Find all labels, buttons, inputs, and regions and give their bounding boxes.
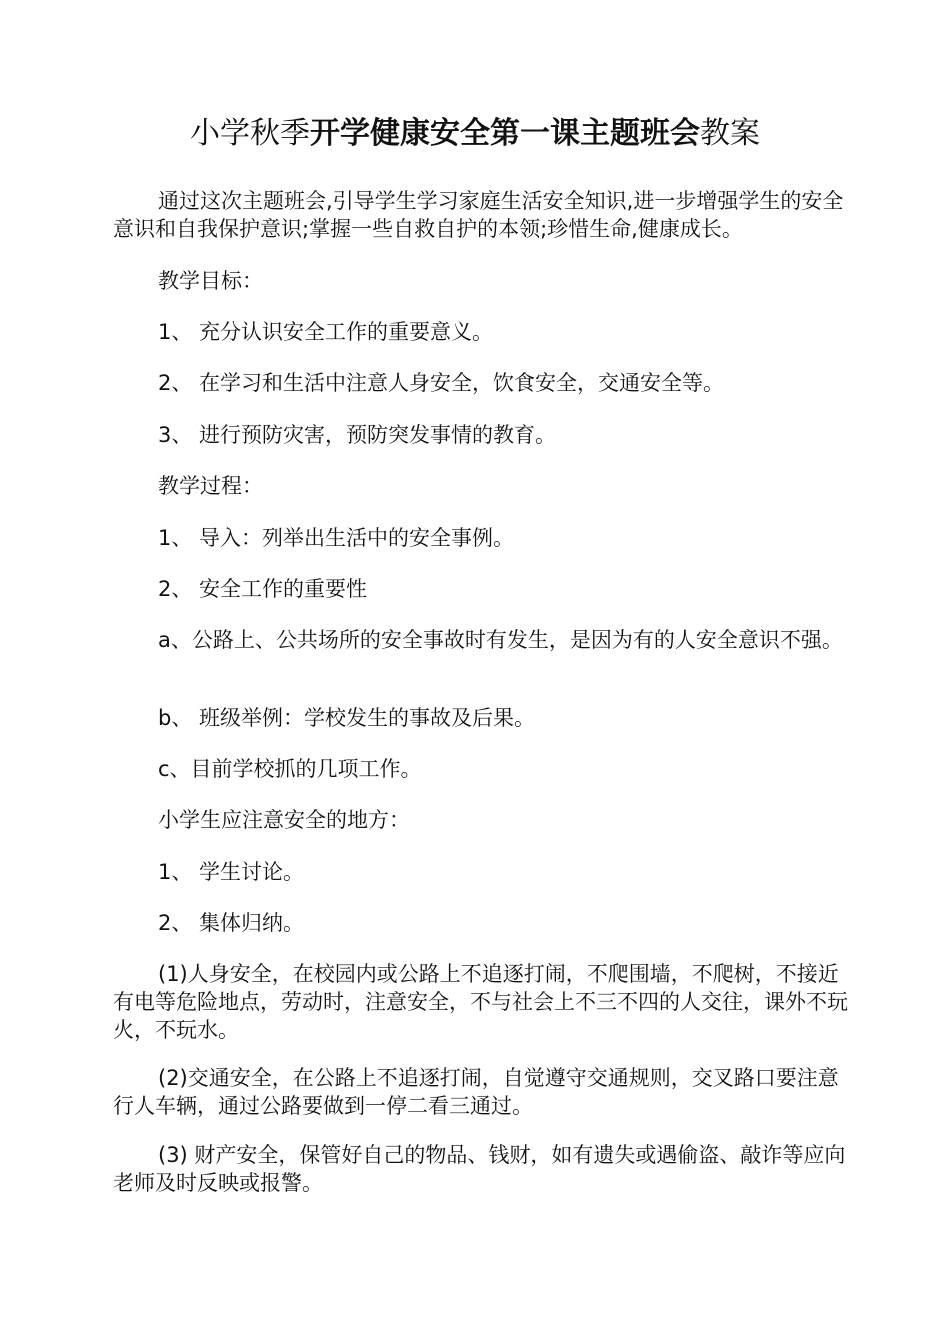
item-b: b、 班级举例：学校发生的事故及后果。 [158, 706, 536, 730]
title-part-2: 开学健康安全第一课主题班会 [310, 116, 700, 151]
title-part-3: 教案 [700, 116, 760, 151]
document-title [0, 112, 950, 156]
places-heading: 小学生应注意安全的地方： [158, 808, 410, 832]
place-item-2: 2、 集体归纳。 [158, 911, 305, 935]
title-part-1: 小学秋季 [190, 116, 310, 151]
goals-heading: 教学目标： [158, 269, 263, 293]
safety-personal: (1)人身安全，在校园内或公路上不追逐打闹，不爬围墙，不爬树，不接近有电等危险地点，劳动时，注意安全，不与社会上不三不四的人交往，课外不玩火，不玩水。 [113, 962, 848, 1042]
process-heading: 教学过程： [158, 474, 263, 498]
process-step-2: 2、 安全工作的重要性 [158, 577, 368, 601]
process-step-1: 1、 导入：列举出生活中的安全事例。 [158, 526, 515, 550]
safety-traffic: (2)交通安全，在公路上不追逐打闹，自觉遵守交通规则，交叉路口要注意行人车辆，通过公路要做到一停二看三通过。 [113, 1066, 839, 1118]
goal-item-1: 1、 充分认识安全工作的重要意义。 [158, 320, 494, 344]
intro-paragraph: 通过这次主题班会,引导学生学习家庭生活安全知识,进一步增强学生的安全意识和自我保护意识;掌握一些自救自护的本领;珍惜生命,健康成长。 [113, 189, 844, 241]
item-a: a、公路上、公共场所的安全事故时有发生，是因为有的人安全意识不强。 [158, 628, 843, 652]
item-c: c、目前学校抓的几项工作。 [158, 757, 422, 781]
place-item-1: 1、 学生讨论。 [158, 860, 305, 884]
safety-property: (3) 财产安全，保管好自己的物品、钱财，如有遗失或遇偷盗、敲诈等应向老师及时反映或报警。 [113, 1143, 846, 1195]
goal-item-2: 2、 在学习和生活中注意人身安全，饮食安全，交通安全等。 [158, 371, 725, 395]
goal-item-3: 3、 进行预防灾害，预防突发事情的教育。 [158, 423, 557, 447]
